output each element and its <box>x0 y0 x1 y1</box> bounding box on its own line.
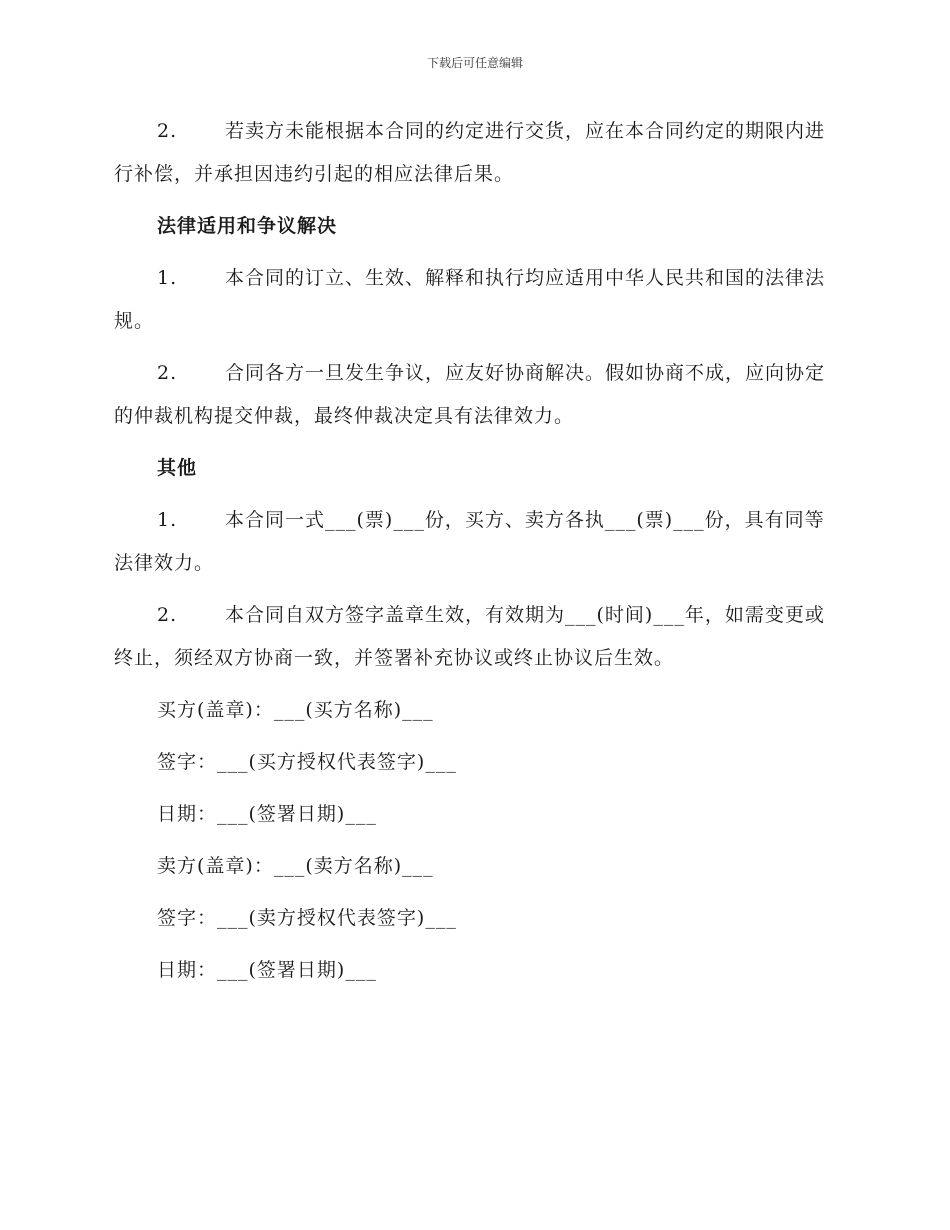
clause-item <box>114 110 836 196</box>
clause-number: 1. <box>157 267 178 289</box>
clause-text: 若卖方未能根据本合同的约定进行交货，应在本合同约定的期限内进行补偿，并承担因违约引起的相应法律后果。 <box>114 120 826 185</box>
clause-number: 1. <box>157 509 178 531</box>
clause-text: 本合同的订立、生效、解释和执行均应适用中华人民共和国的法律法规。 <box>114 267 826 332</box>
buyer-seal-line: 买方(盖章)：___(买方名称)___ <box>157 699 434 721</box>
clause-text: 本合同一式___(票)___份，买方、卖方各执___(票)___份，具有同等法律效力。 <box>114 509 825 574</box>
seller-date-line: 日期：___(签署日期)___ <box>157 959 377 981</box>
clause-number: 2. <box>157 604 178 626</box>
clause-item <box>114 257 836 343</box>
buyer-date-line: 日期：___(签署日期)___ <box>157 803 377 825</box>
document-body <box>114 110 836 1001</box>
clause-text: 合同各方一旦发生争议，应友好协商解决。假如协商不成，应向协定的仲裁机构提交仲裁，最终仲裁决定具有法律效力。 <box>114 362 826 427</box>
clause-item <box>114 352 836 438</box>
page-header: 下载后可任意编辑 <box>426 56 523 70</box>
clause-text: 本合同自双方签字盖章生效，有效期为___(时间)___年，如需变更或终止，须经双方协商一致，并签署补充协议或终止协议后生效。 <box>114 604 825 669</box>
clause-item <box>114 594 836 680</box>
seller-seal-line: 卖方(盖章)：___(卖方名称)___ <box>157 855 434 877</box>
clause-item <box>114 499 836 585</box>
section-heading-law: 法律适用和争议解决 <box>157 215 338 237</box>
clause-number: 2. <box>157 362 178 384</box>
clause-number: 2. <box>157 120 178 142</box>
buyer-sign-line: 签字：___(买方授权代表签字)___ <box>157 751 457 773</box>
seller-sign-line: 签字：___(卖方授权代表签字)___ <box>157 907 457 929</box>
section-heading-other: 其他 <box>157 457 198 479</box>
